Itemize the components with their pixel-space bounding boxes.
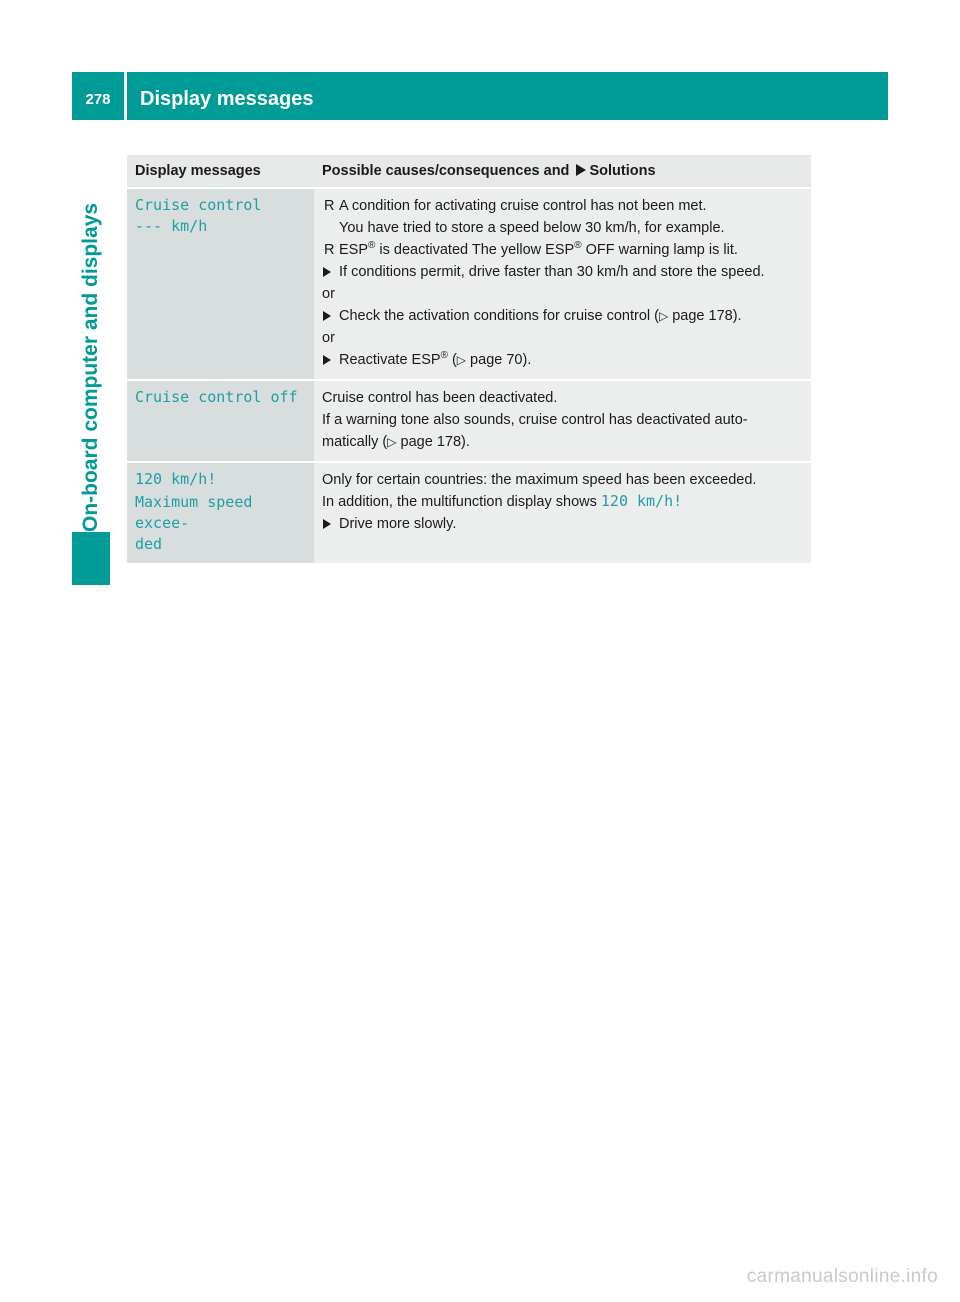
page-title: Display messages (140, 88, 314, 110)
watermark: carmanualsonline.info (746, 1266, 938, 1287)
bullet-icon: R (324, 242, 335, 258)
page-ref-icon: ▷ (658, 309, 669, 323)
display-message-line: Maximum speed excee‐ (135, 493, 253, 532)
action-item: Reactivate ESP® (▷ page 70). (322, 349, 803, 371)
or-text: or (322, 286, 335, 302)
consequence-text: In addition, the multifunction display shows 120 km/h! (322, 492, 683, 510)
consequence-text: Only for certain countries: the maximum speed has been exceeded. (322, 472, 757, 488)
display-message-inline: 120 km/h! (600, 492, 683, 510)
action-item: Drive more slowly. (322, 513, 803, 535)
cause-item: R A condition for activating cruise control has not been met. You have tried to store a speed below 30 km/h, for example. (322, 195, 803, 239)
display-message-line: Cruise control (135, 196, 262, 214)
solution-cell (314, 188, 811, 380)
cause-item: R ESP® is deactivated The yellow ESP® OFF warning lamp is lit. (322, 239, 803, 261)
display-message-line: Cruise control off (135, 388, 298, 406)
action-item: Check the activation conditions for cruise control (▷ page 178). (322, 305, 803, 327)
col-header-display-messages: Display messages (127, 155, 314, 188)
display-messages-table (127, 155, 811, 563)
action-arrow-icon (576, 164, 586, 176)
message-cell (127, 380, 314, 462)
display-message-line: 120 km/h! (135, 470, 217, 488)
display-message-line: ded (135, 535, 163, 553)
col-header-solutions: Possible causes/consequences and Solutions (314, 155, 811, 188)
page-ref-icon: ▷ (456, 353, 467, 367)
consequence-text: If a warning tone also sounds, cruise control has deactivated auto- matically (▷ page 178). (322, 412, 748, 450)
or-text: or (322, 330, 335, 346)
action-arrow-icon (323, 519, 331, 529)
action-arrow-icon (323, 267, 331, 277)
side-chapter-label: On-board computer and displays (79, 202, 102, 532)
page-ref-icon: ▷ (387, 435, 397, 449)
message-cell (127, 188, 314, 380)
table-row (127, 188, 811, 380)
display-message-line: --- km/h (135, 217, 208, 235)
action-arrow-icon (323, 355, 331, 365)
table-header-row (127, 155, 811, 188)
table-row (127, 380, 811, 462)
solution-cell (314, 462, 811, 563)
bullet-icon: R (324, 198, 335, 214)
action-item: If conditions permit, drive faster than 30 km/h and store the speed. (322, 261, 803, 283)
solution-cell (314, 380, 811, 462)
page-number: 278 (85, 90, 111, 108)
table-row (127, 462, 811, 563)
message-cell (127, 462, 314, 563)
consequence-text: Cruise control has been deactivated. (322, 390, 558, 406)
header-divider (124, 72, 127, 120)
action-arrow-icon (323, 311, 331, 321)
